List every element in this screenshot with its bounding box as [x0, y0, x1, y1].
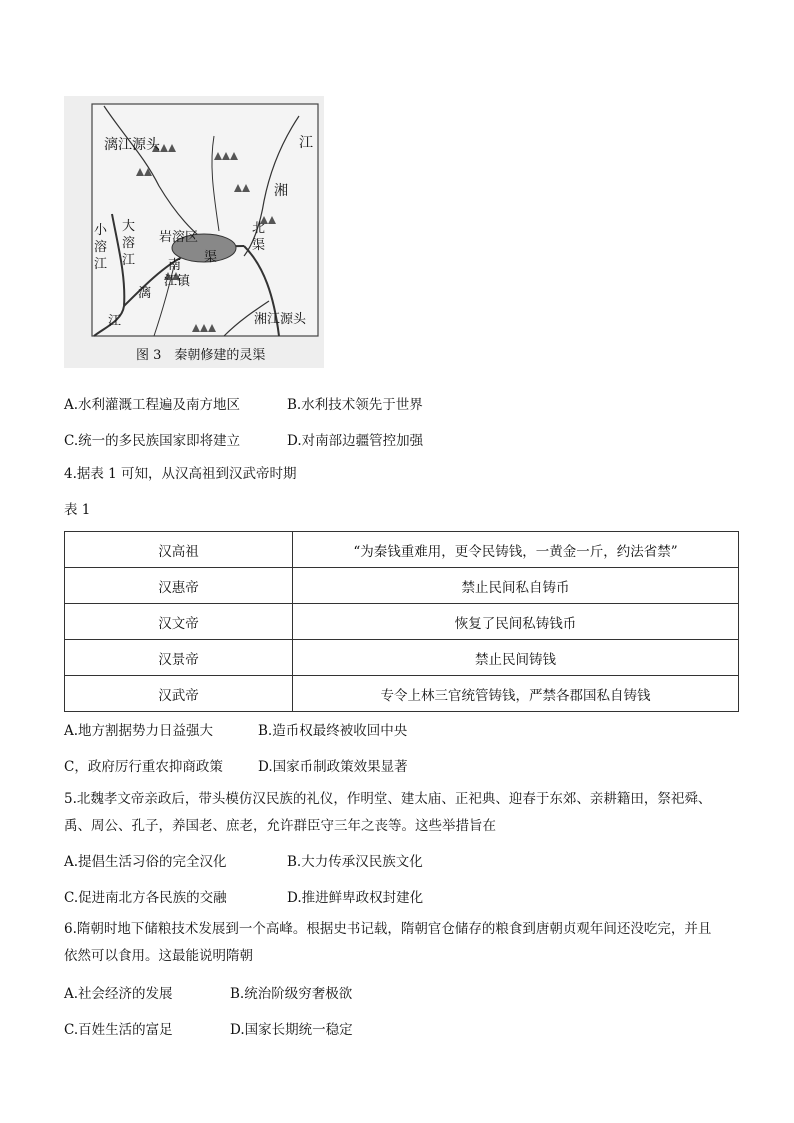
q5-stem-line1: 5.北魏孝文帝亲政后，带头模仿汉民族的礼仪，作明堂、建太庙、正祀典、迎春于东郊、亲耕籍田，祭祀舜、: [64, 791, 712, 807]
map-label-qu: 渠: [204, 250, 218, 265]
q5-stem: [64, 786, 744, 840]
policy-cell: 恢复了民间私铸钱币: [293, 604, 739, 640]
emperor-cell: 汉文帝: [65, 604, 293, 640]
lingqu-map-figure: [64, 96, 324, 368]
table-row: [65, 604, 739, 640]
map-label-li-source: 漓江源头: [104, 137, 160, 153]
map-label-da-rong: 大 溶 江: [122, 219, 136, 268]
table-label: 表 1: [64, 502, 91, 518]
q4-stem: 4.据表 1 可知，从汉高祖到汉武帝时期: [64, 466, 297, 482]
map-caption: 图 3 秦朝修建的灵渠: [136, 348, 266, 363]
q5-option-d: D.推进鲜卑政权封建化: [287, 890, 424, 906]
emperor-cell: 汉惠帝: [65, 568, 293, 604]
q6-option-d: D.国家长期统一稳定: [230, 1022, 353, 1038]
map-label-jiang: 江: [299, 135, 313, 151]
policy-cell: “为秦钱重难用，更令民铸钱，一黄金一斤，约法省禁”: [293, 532, 739, 568]
q3-option-b: B.水利技术领先于世界: [287, 397, 423, 413]
map-label-yanrong: 岩溶区: [159, 230, 199, 245]
q4-option-b: B.造币权最终被收回中央: [258, 723, 408, 739]
q5-stem-line2: 禹、周公、孔子，养国老、庶老，允许群臣守三年之丧等。这些举措旨在: [64, 818, 496, 834]
map-label-jiang-bottom: 江: [108, 314, 122, 329]
coinage-table: [64, 531, 739, 712]
q4-option-a: A.地方割据势力日益强大: [64, 723, 214, 739]
q6-stem-line1: 6.隋朝时地下储粮技术发展到一个高峰。根据史书记载，隋朝官仓储存的粮食到唐朝贞观年间还没吃完，并且: [64, 921, 712, 937]
map-label-xiang: 湘: [274, 183, 288, 199]
policy-cell: 禁止民间私自铸币: [293, 568, 739, 604]
q6-option-a: A.社会经济的发展: [64, 986, 173, 1002]
map-label-li: 漓: [138, 286, 152, 301]
q6-stem: [64, 916, 744, 970]
q5-option-b: B.大力传承汉民族文化: [287, 854, 423, 870]
q6-option-b: B.统治阶级穷奢极欲: [230, 986, 353, 1002]
q3-option-c: C.统一的多民族国家即将建立: [64, 433, 241, 449]
q6-stem-line2: 依然可以食用。这最能说明隋朝: [64, 948, 253, 964]
map-label-nan: 南: [168, 258, 182, 273]
q3-option-d: D.对南部边疆管控加强: [287, 433, 424, 449]
map-label-bei-qu: 北 渠: [252, 221, 266, 253]
map-label-xiang-source: 湘江源头: [254, 312, 307, 327]
emperor-cell: 汉武帝: [65, 676, 293, 712]
map-label-xiao-rong: 小 溶 江: [94, 223, 108, 272]
q4-option-c: C，政府厉行重农抑商政策: [64, 759, 223, 775]
table-row: [65, 568, 739, 604]
table-row: [65, 676, 739, 712]
table-row: [65, 640, 739, 676]
q5-option-c: C.促进南北方各民族的交融: [64, 890, 227, 906]
map-label-jiang-zhen: 江镇: [164, 274, 191, 289]
q3-option-a: A.水利灌溉工程遍及南方地区: [64, 397, 241, 413]
emperor-cell: 汉景帝: [65, 640, 293, 676]
q5-option-a: A.提倡生活习俗的完全汉化: [64, 854, 227, 870]
policy-cell: 禁止民间铸钱: [293, 640, 739, 676]
emperor-cell: 汉高祖: [65, 532, 293, 568]
q4-option-d: D.国家币制政策效果显著: [258, 759, 408, 775]
policy-cell: 专令上林三官统管铸钱，严禁各郡国私自铸钱: [293, 676, 739, 712]
q6-option-c: C.百姓生活的富足: [64, 1022, 173, 1038]
table-row: [65, 532, 739, 568]
